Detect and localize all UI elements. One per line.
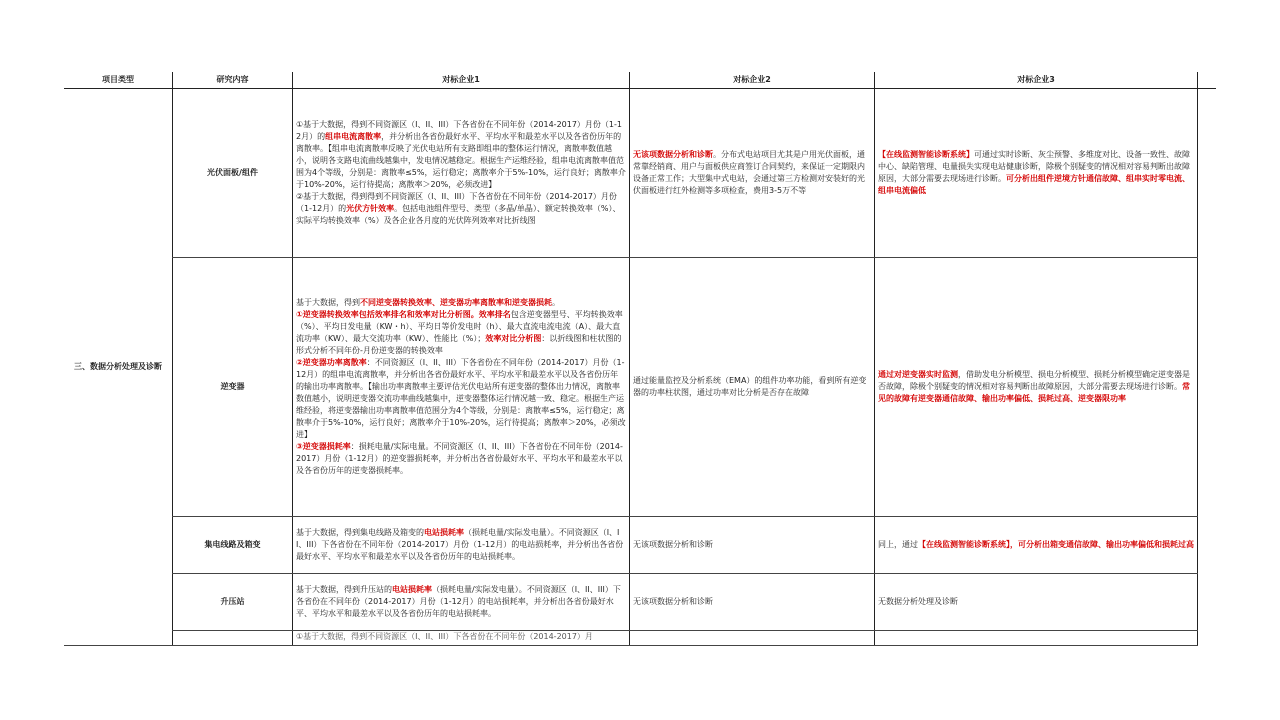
category-label: 光伏面板/组件 — [207, 168, 258, 177]
benchmark-2-cell — [630, 574, 875, 631]
highlight-text: 常见的故障有逆变器通信故障、输出功率偏低、损耗过高、逆变器限功率 — [878, 382, 1190, 403]
benchmark-3-text — [878, 596, 1194, 608]
highlight-text: ②逆变器功率离散率 — [296, 358, 367, 367]
benchmark-1-text — [296, 527, 626, 563]
section-label: 三、数据分析处理及诊断 — [74, 362, 162, 371]
highlight-text: 【在线监测智能诊断系统】 — [878, 150, 974, 159]
benchmark-2-cell — [630, 258, 875, 517]
highlight-text: 可分析出组件逆境方针通信故障、组串实时零电流、组串电流偏低 — [878, 174, 1190, 195]
category-cell — [173, 258, 293, 517]
body-text: （损耗电量/实际发电量）。不同资源区（I、II、III）下各省份在不同年份（2014-2017）月份（1-12月）的电站损耗率，并分析出各省份最好水平、平均水平和最差水平以及各省份历年的电站损耗率。 — [296, 585, 621, 618]
body-text: ，并分析出各省份最好水平、平均水平和最差水平以及各省份历年的离散率。【组串电流离散率反映了光伏电站所有支路即组串的整体运行情况，离散率数值越小，说明各支路电流曲线越集中，发电情况越稳定。根据生产运维经验，组串电流离散率值范围为4个等级，分别是：离散率≤5%，运行稳定；离散率介于5%-10%，运行良好；离散率介于10%-20%，运行待提高；离散率＞20%，必须改进】 — [296, 132, 626, 189]
table-row — [64, 89, 1198, 258]
highlight-text: 电站损耗率 — [392, 585, 432, 594]
benchmark-3-cell — [875, 89, 1198, 258]
benchmark-3-cell — [875, 574, 1198, 631]
category-label: 逆变器 — [220, 382, 245, 391]
body-text: 包含逆变器型号、平均转换效率（%）、平均日发电量（KW・h）、平均日等价发电时（h）、最大直流电流电流（A）、最大直流功率（KW）、最大交流功率（KW）、性能比（%）； — [296, 310, 623, 343]
body-text: ：以折线图和柱状图的形式分析不同年份-月份逆变器的转换效率 — [296, 334, 622, 355]
body-text: 。包括电池组件型号、类型（多晶/单晶）、额定转换效率（%）、实际平均转换效率（%）及各企业各月度的光伏阵列效率对比折线图 — [296, 204, 621, 225]
category-cell — [173, 574, 293, 631]
table-row — [64, 574, 1198, 631]
table-row — [64, 517, 1198, 574]
header-research-content: 研究内容 — [173, 72, 293, 89]
table-row-partial — [64, 631, 1198, 646]
highlight-text: 【在线监测智能诊断系统】，可分析出箱变通信故障、输出功率偏低和损耗过高 — [918, 540, 1194, 549]
body-text: ②基于大数据，得到得到不同资源区（I、II、III）下各省份在不同年份（2014-2017）月份（1-12月）的 — [296, 192, 617, 213]
benchmark-1-cell — [293, 631, 630, 646]
header-project-type: 项目类型 — [64, 72, 173, 89]
benchmark-3-cell — [875, 517, 1198, 574]
benchmark-1-text — [296, 297, 626, 477]
category-label: 升压站 — [220, 597, 245, 606]
benchmark-table — [64, 72, 1198, 646]
highlight-text: 效率对比分析图 — [485, 334, 542, 343]
benchmark-2-text — [633, 375, 871, 399]
body-text: 基于大数据，得到升压站的 — [296, 585, 392, 594]
benchmark-3-text — [878, 369, 1194, 405]
header-benchmark-3: 对标企业3 — [875, 72, 1198, 89]
body-text: ：损耗电量/实际电量。不同资源区（I、II、III）下各省份在不同年份（2014-2017）月份（1-12月）的逆变器损耗率，并分析出各省份最好水平、平均水平和最差水平以及各省份历年的逆变器损耗率。 — [296, 442, 623, 475]
highlight-text: ①逆变器转换效率包括效率排名和效率对比分析图。效率排名 — [296, 310, 511, 319]
body-text: 通过能量监控及分析系统（EMA）的组件功率功能，看到所有逆变器的功率柱状图，通过功率对比分析是否存在故障 — [633, 376, 867, 397]
highlight-text: ③逆变器损耗率 — [296, 442, 351, 451]
highlight-text: 无该项数据分析和诊断 — [633, 150, 713, 159]
body-text: 可通过实时诊断、灰尘预警、多维度对比、设备一致性、故障中心、缺陷管理、电量损失实现电站健康诊断，除极个别疑变的情况相对容易判断出故障原因，大部分需要去现场进行诊断。 — [878, 150, 1190, 183]
body-text: 同上，通过 — [878, 540, 918, 549]
highlight-text: 组串电流离散率 — [325, 132, 382, 141]
highlight-text: 光伏方针效率 — [346, 204, 395, 213]
header-benchmark-2: 对标企业2 — [630, 72, 875, 89]
category-cell — [173, 89, 293, 258]
benchmark-1-cell — [293, 574, 630, 631]
body-text: 。 — [552, 298, 560, 307]
category-label: 集电线路及箱变 — [204, 540, 261, 549]
body-text: ，借助发电分析模型、损电分析模型、损耗分析模型确定逆变器是否故障，除极个别疑变的情况相对容易判断出故障原因，大部分需要去现场进行诊断。 — [878, 370, 1190, 391]
benchmark-3-text — [878, 149, 1194, 197]
header-underline-extension — [1197, 88, 1216, 89]
body-text: ①基于大数据，得到不同资源区（I、II、III）下各省份在不同年份（2014-2017）月份（1-12月）的 — [296, 120, 622, 141]
benchmark-1-cell — [293, 89, 630, 258]
body-text: 无该项数据分析和诊断 — [633, 597, 713, 606]
body-text: ：不同资源区（I、II、III）下各省份在不同年份（2014-2017）月份（1-12月）的组串电流离散率，并分析出各省份最好水平、平均水平和最差水平以及各省份历年的输出功率离散率。【输出功率离散率主要评估光伏电站所有逆变器的整体出力情况，离散率数值越小，说明逆变器交流功率曲线越集中，逆变器整体运行情况越一致、稳定。根据生产运维经验，将逆变器输出功率离散率值范围分为4个等级，分别是：离散率≤5%，运行稳定；离散率介于5%-10%，运行良好；离散率介于10%-20%，运行待提高；离散率＞20%，必须改进】 — [296, 358, 626, 439]
benchmark-3-cell — [875, 631, 1198, 646]
body-text: 无该项数据分析和诊断 — [633, 540, 713, 549]
benchmark-1-cell — [293, 517, 630, 574]
partial-row-text: ①基于大数据，得到不同资源区（I、II、III）下各省份在不同年份（2014-2017）月 — [296, 632, 593, 641]
highlight-text: 电站损耗率 — [424, 528, 464, 537]
benchmark-2-cell — [630, 631, 875, 646]
header-benchmark-1: 对标企业1 — [293, 72, 630, 89]
section-label-cell — [64, 89, 173, 646]
benchmark-3-text — [878, 539, 1194, 551]
benchmark-1-text — [296, 584, 626, 620]
category-cell — [173, 631, 293, 646]
benchmark-2-text — [633, 596, 871, 608]
body-text: 基于大数据，得到 — [296, 298, 360, 307]
benchmark-1-cell — [293, 258, 630, 517]
benchmark-1-text — [296, 119, 626, 227]
category-cell — [173, 517, 293, 574]
benchmark-2-cell — [630, 517, 875, 574]
table-row — [64, 258, 1198, 517]
body-text: 无数据分析处理及诊断 — [878, 597, 958, 606]
benchmark-2-cell — [630, 89, 875, 258]
body-text: （损耗电量/实际发电量）。不同资源区（I、II、III）下各省份在不同年份（2014-2017）月份（1-12月）的电站损耗率，并分析出各省份最好水平、平均水平和最差水平以及各省份历年的电站损耗率。 — [296, 528, 624, 561]
benchmark-2-text — [633, 539, 871, 551]
highlight-text: 不同逆变器转换效率、逆变器功率离散率和逆变器损耗 — [360, 298, 552, 307]
spreadsheet-sheet — [64, 72, 1216, 646]
header-row — [64, 72, 1198, 89]
benchmark-2-text — [633, 149, 871, 197]
body-text: 。分布式电站项目尤其是户用光伏面板，通常靠经销商、用户与面板供应商签订合同契约，来保证一定期限内设备正常工作；大型集中式电站，会通过第三方检测对安装好的光伏面板进行红外检测等多项检查，费用3-5万不等 — [633, 150, 865, 195]
benchmark-3-cell — [875, 258, 1198, 517]
highlight-text: 通过对逆变器实时监测 — [878, 370, 958, 379]
body-text: 基于大数据，得到集电线路及箱变的 — [296, 528, 424, 537]
